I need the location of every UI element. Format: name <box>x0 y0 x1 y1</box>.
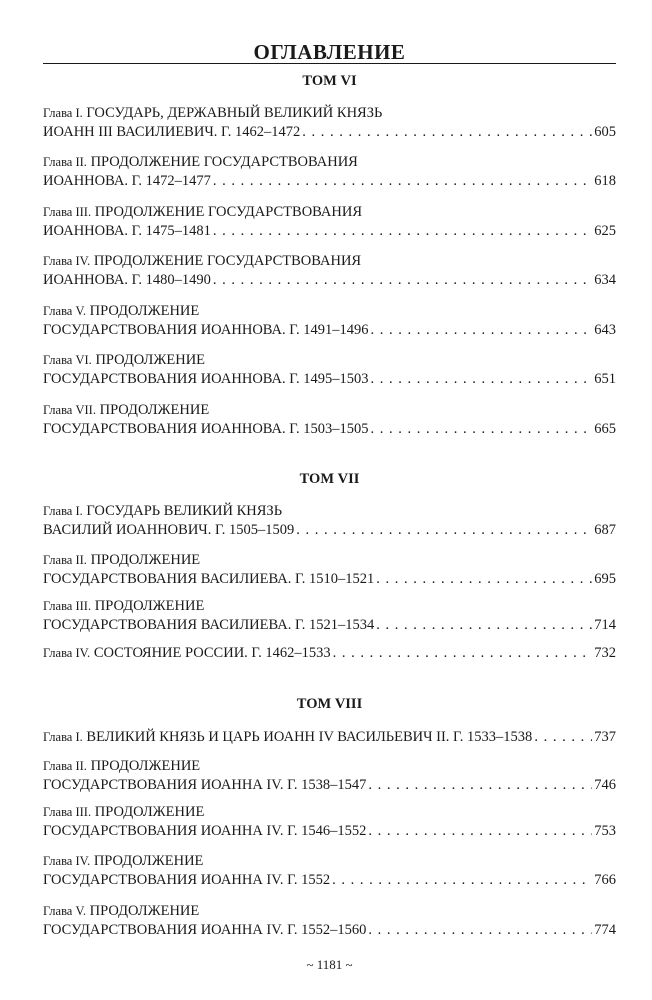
page-number: 625 <box>594 223 616 239</box>
chapter-title: ПРОДОЛЖЕНИЕ <box>89 903 200 919</box>
toc-entry[interactable] <box>43 852 616 890</box>
page-number: 634 <box>594 272 616 288</box>
chapter-title: ПРОДОЛЖЕНИЕ <box>94 804 205 820</box>
footer-page-number: ~ 1181 ~ <box>306 957 353 972</box>
toc-entry[interactable] <box>43 252 616 290</box>
chapter-title: ПРОДОЛЖЕНИЕ ГОСУДАРСТВОВАНИЯ <box>93 253 362 269</box>
page-number: 766 <box>594 872 616 888</box>
chapter-title: ПРОДОЛЖЕНИЕ ГОСУДАРСТВОВАНИЯ <box>94 204 363 220</box>
page-number: 732 <box>594 645 616 661</box>
title-divider <box>43 63 616 64</box>
toc-entry[interactable] <box>43 644 616 663</box>
dot-leader <box>368 776 592 795</box>
chapter-title: ПРОДОЛЖЕНИЕ <box>95 352 206 368</box>
chapter-title: ВЕЛИКИЙ КНЯЗЬ И ЦАРЬ ИОАНН IV ВАСИЛЬЕВИЧ II. Г. 1533–1538 <box>86 729 533 745</box>
toc-entry[interactable] <box>43 551 616 589</box>
chapter-number: Глава II. <box>43 759 87 773</box>
dot-leader <box>332 871 592 890</box>
chapter-number: Глава I. <box>43 730 83 744</box>
chapter-title: ГОСУДАРЬ ВЕЛИКИЙ КНЯЗЬ <box>86 503 283 519</box>
dot-leader <box>213 271 592 290</box>
chapter-number: Глава III. <box>43 599 92 613</box>
chapter-title: ГОСУДАРЬ, ДЕРЖАВНЫЙ ВЕЛИКИЙ КНЯЗЬ <box>86 105 383 121</box>
chapter-number: Глава IV. <box>43 646 91 660</box>
chapter-title-continued: ГОСУДАРСТВОВАНИЯ ИОАННА IV. Г. 1552–1560 <box>43 922 367 938</box>
chapter-title-continued: ГОСУДАРСТВОВАНИЯ ИОАННОВА. Г. 1503–1505 <box>43 421 369 437</box>
chapter-title-continued: ГОСУДАРСТВОВАНИЯ ВАСИЛИЕВА. Г. 1521–1534 <box>43 617 375 633</box>
page-number: 753 <box>594 823 616 839</box>
dot-leader <box>213 172 592 191</box>
toc-entry[interactable] <box>43 502 616 540</box>
page-number: 714 <box>594 617 616 633</box>
chapter-title-continued: ИОАННОВА. Г. 1472–1477 <box>43 173 211 189</box>
chapter-title-continued: ГОСУДАРСТВОВАНИЯ ВАСИЛИЕВА. Г. 1510–1521 <box>43 571 375 587</box>
dot-leader <box>376 616 592 635</box>
toc-entry[interactable] <box>43 757 616 795</box>
chapter-title: ПРОДОЛЖЕНИЕ <box>94 598 205 614</box>
chapter-title: ПРОДОЛЖЕНИЕ ГОСУДАРСТВОВАНИЯ <box>90 154 358 170</box>
chapter-number: Глава IV. <box>43 254 91 268</box>
dot-leader <box>333 644 593 663</box>
chapter-title-continued: ИОАННОВА. Г. 1475–1481 <box>43 223 211 239</box>
chapter-title-continued: ИОАННОВА. Г. 1480–1490 <box>43 272 211 288</box>
chapter-title: СОСТОЯНИЕ РОССИИ. Г. 1462–1533 <box>93 645 331 661</box>
page-number: 651 <box>594 371 616 387</box>
dot-leader <box>371 370 593 389</box>
chapter-title-continued: ИОАНН III ВАСИЛИЕВИЧ. Г. 1462–1472 <box>43 124 301 140</box>
page-number: 618 <box>594 173 616 189</box>
chapter-title: ПРОДОЛЖЕНИЕ <box>90 552 201 568</box>
chapter-number: Глава II. <box>43 553 87 567</box>
chapter-number: Глава II. <box>43 155 87 169</box>
toc-entry[interactable] <box>43 803 616 841</box>
toc-entry[interactable] <box>43 902 616 940</box>
chapter-title-continued: ГОСУДАРСТВОВАНИЯ ИОАННОВА. Г. 1491–1496 <box>43 322 369 338</box>
volume-heading-8: ТОМ VIII <box>296 696 363 712</box>
chapter-title-continued: ГОСУДАРСТВОВАНИЯ ИОАННА IV. Г. 1552 <box>43 872 331 888</box>
page-number: 774 <box>594 922 616 938</box>
chapter-number: Глава I. <box>43 504 83 518</box>
page-number: 687 <box>594 522 616 538</box>
chapter-number: Глава VI. <box>43 353 92 367</box>
chapter-title-continued: ГОСУДАРСТВОВАНИЯ ИОАННОВА. Г. 1495–1503 <box>43 371 369 387</box>
dot-leader <box>371 321 593 340</box>
page-number: 643 <box>594 322 616 338</box>
page-number: 737 <box>594 729 616 745</box>
dot-leader <box>368 921 592 940</box>
page-number: 665 <box>594 421 616 437</box>
toc-entry[interactable] <box>43 302 616 340</box>
chapter-title-continued: ВАСИЛИЙ ИОАННОВИЧ. Г. 1505–1509 <box>43 522 295 538</box>
chapter-number: Глава VII. <box>43 403 96 417</box>
toc-entry[interactable] <box>43 153 616 191</box>
dot-leader <box>371 420 593 439</box>
page-number: 695 <box>594 571 616 587</box>
toc-entry[interactable] <box>43 597 616 635</box>
chapter-title: ПРОДОЛЖЕНИЕ <box>93 853 204 869</box>
toc-entry[interactable] <box>43 203 616 241</box>
chapter-number: Глава V. <box>43 304 87 318</box>
dot-leader <box>534 728 592 747</box>
chapter-title: ПРОДОЛЖЕНИЕ <box>99 402 210 418</box>
dot-leader <box>296 521 592 540</box>
page-number: 746 <box>594 777 616 793</box>
volume-heading-7: ТОМ VII <box>299 471 360 487</box>
chapter-number: Глава III. <box>43 805 92 819</box>
chapter-number: Глава III. <box>43 205 92 219</box>
dot-leader <box>302 123 592 142</box>
chapter-number: Глава IV. <box>43 854 91 868</box>
chapter-number: Глава V. <box>43 904 87 918</box>
chapter-title-continued: ГОСУДАРСТВОВАНИЯ ИОАННА IV. Г. 1546–1552 <box>43 823 367 839</box>
volume-heading-6: ТОМ VI <box>302 73 357 89</box>
page-number: 605 <box>594 124 616 140</box>
chapter-title: ПРОДОЛЖЕНИЕ <box>89 303 200 319</box>
dot-leader <box>213 222 592 241</box>
dot-leader <box>376 570 592 589</box>
chapter-title-continued: ГОСУДАРСТВОВАНИЯ ИОАННА IV. Г. 1538–1547 <box>43 777 367 793</box>
dot-leader <box>368 822 592 841</box>
chapter-number: Глава I. <box>43 106 83 120</box>
toc-entry[interactable] <box>43 351 616 389</box>
table-of-contents-page <box>43 0 616 1000</box>
chapter-title: ПРОДОЛЖЕНИЕ <box>90 758 201 774</box>
toc-entry[interactable] <box>43 728 616 747</box>
toc-entry[interactable] <box>43 401 616 439</box>
toc-entry[interactable] <box>43 104 616 142</box>
page-title: ОГЛАВЛЕНИЕ <box>253 40 406 64</box>
